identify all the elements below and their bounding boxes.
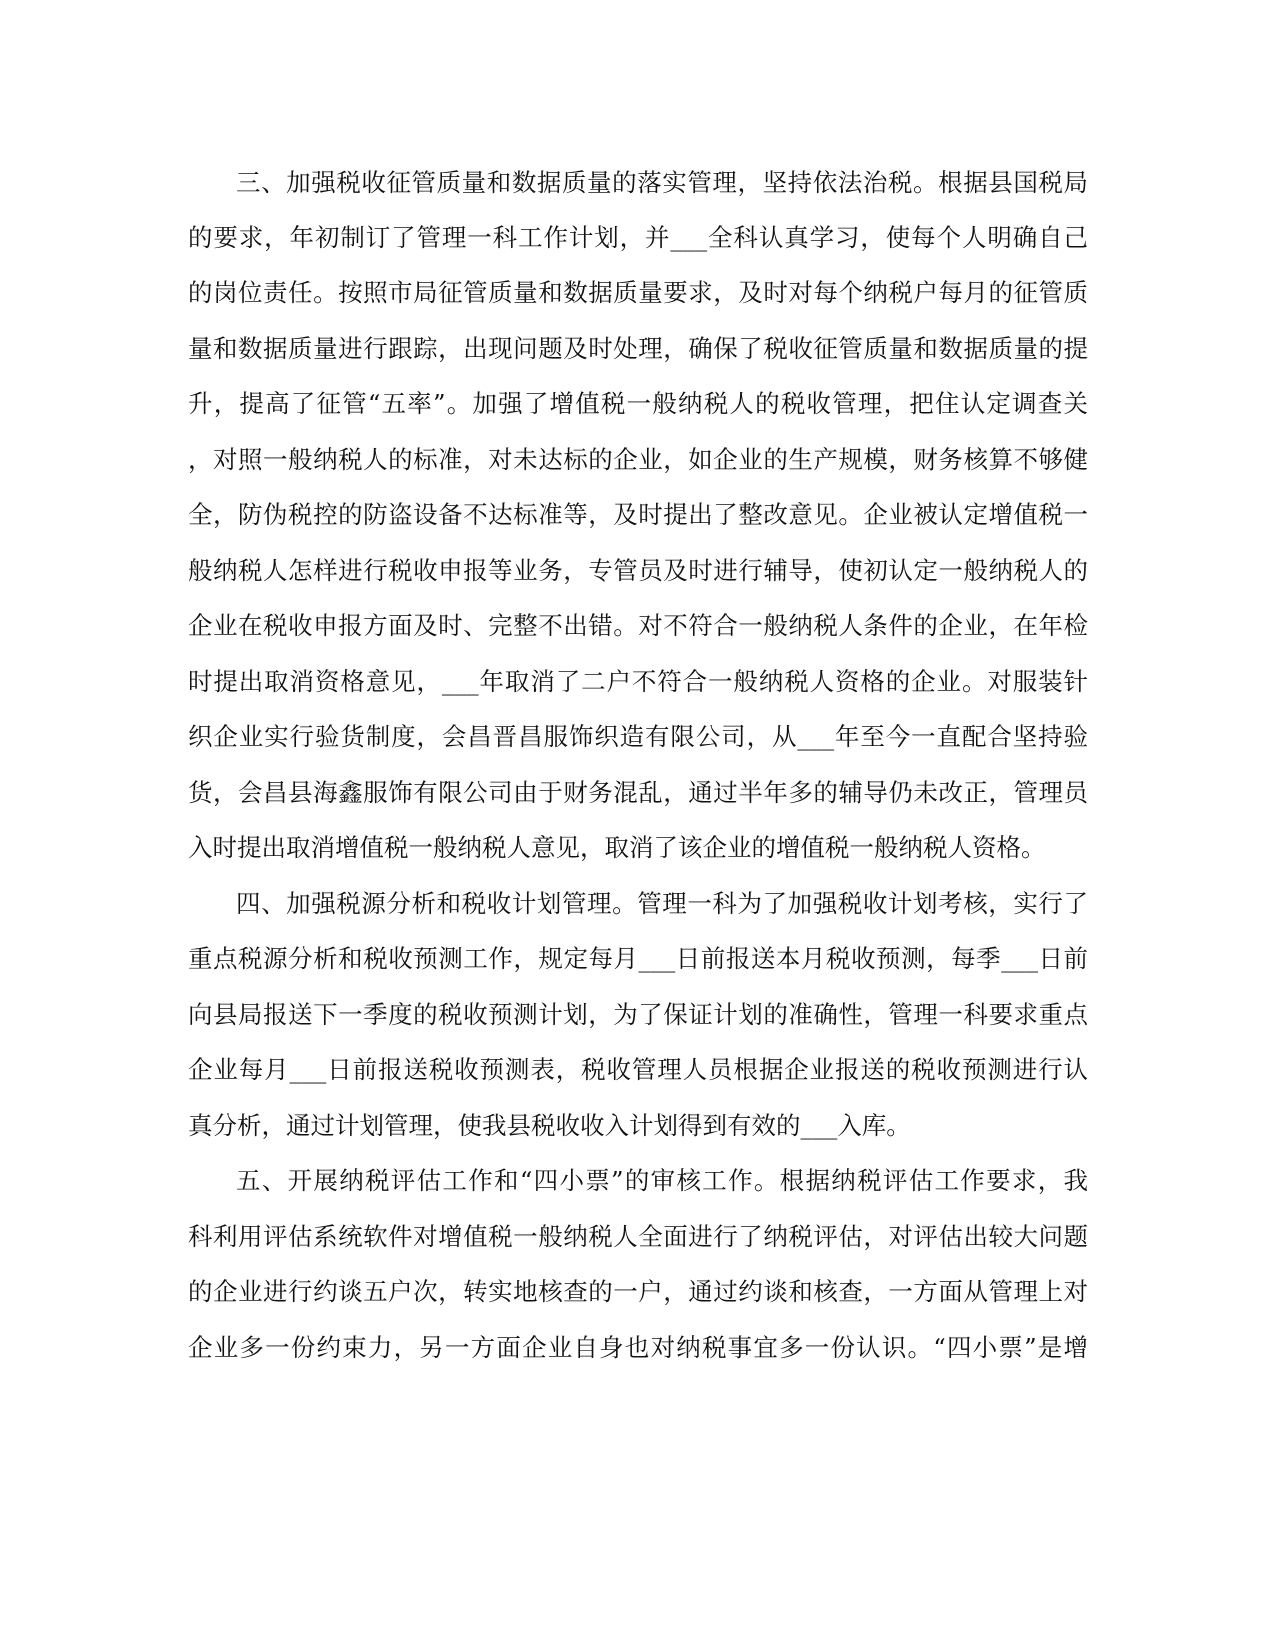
paragraph-5-line-4: 企业多一份约束力，另一方面企业自身也对纳税事宜多一份认识。“四小票”是增 xyxy=(188,1333,1088,1362)
paragraph-3-line-7: 全，防伪税控的防盗设备不达标准等，及时提出了整改意见。企业被认定增值税一 xyxy=(188,500,1088,529)
paragraph-3-line-1: 三、加强税收征管质量和数据质量的落实管理，坚持依法治税。根据县国税局 xyxy=(236,168,1088,197)
paragraph-4-line-2: 重点税源分析和税收预测工作，规定每月___日前报送本月税收预测，每季___日前 xyxy=(188,944,1088,973)
paragraph-3-line-2: 的要求，年初制订了管理一科工作计划，并___全科认真学习，使每个人明确自己 xyxy=(188,223,1088,252)
paragraph-3-line-8: 般纳税人怎样进行税收申报等业务，专管员及时进行辅导，使初认定一般纳税人的 xyxy=(188,556,1088,585)
paragraph-4-line-4: 企业每月___日前报送税收预测表，税收管理人员根据企业报送的税收预测进行认 xyxy=(188,1055,1088,1084)
paragraph-5-line-3: 的企业进行约谈五户次，转实地核查的一户，通过约谈和核查，一方面从管理上对 xyxy=(188,1277,1088,1306)
paragraph-4-line-5: 真分析，通过计划管理，使我县税收收入计划得到有效的___入库。 xyxy=(188,1111,911,1140)
paragraph-3-line-4: 量和数据质量进行跟踪，出现问题及时处理，确保了税收征管质量和数据质量的提 xyxy=(188,334,1088,363)
paragraph-4-line-1: 四、加强税源分析和税收计划管理。管理一科为了加强税收计划考核，实行了 xyxy=(236,889,1088,918)
paragraph-3-line-3: 的岗位责任。按照市局征管质量和数据质量要求，及时对每个纳税户每月的征管质 xyxy=(188,278,1088,307)
paragraph-3-line-6: ，对照一般纳税人的标准，对未达标的企业，如企业的生产规模，财务核算不够健 xyxy=(188,445,1088,474)
paragraph-5-line-2: 科利用评估系统软件对增值税一般纳税人全面进行了纳税评估，对评估出较大问题 xyxy=(188,1222,1088,1251)
paragraph-3-line-11: 织企业实行验货制度，会昌晋昌服饰织造有限公司，从___年至今一直配合坚持验 xyxy=(188,722,1088,751)
paragraph-4-line-3: 向县局报送下一季度的税收预测计划，为了保证计划的准确性，管理一科要求重点 xyxy=(188,1000,1088,1029)
paragraph-3-line-9: 企业在税收申报方面及时、完整不出错。对不符合一般纳税人条件的企业，在年检 xyxy=(188,611,1088,640)
paragraph-3-line-13: 入时提出取消增值税一般纳税人意见，取消了该企业的增值税一般纳税人资格。 xyxy=(188,833,1046,862)
paragraph-3-line-10: 时提出取消资格意见，___年取消了二户不符合一般纳税人资格的企业。对服装针 xyxy=(188,667,1088,696)
paragraph-5-line-1: 五、开展纳税评估工作和“四小票”的审核工作。根据纳税评估工作要求，我 xyxy=(236,1166,1088,1195)
paragraph-3-line-12: 货，会昌县海鑫服饰有限公司由于财务混乱，通过半年多的辅导仍未改正，管理员 xyxy=(188,778,1088,807)
paragraph-3-line-5: 升，提高了征管“五率”。加强了增值税一般纳税人的税收管理，把住认定调查关 xyxy=(188,389,1088,418)
